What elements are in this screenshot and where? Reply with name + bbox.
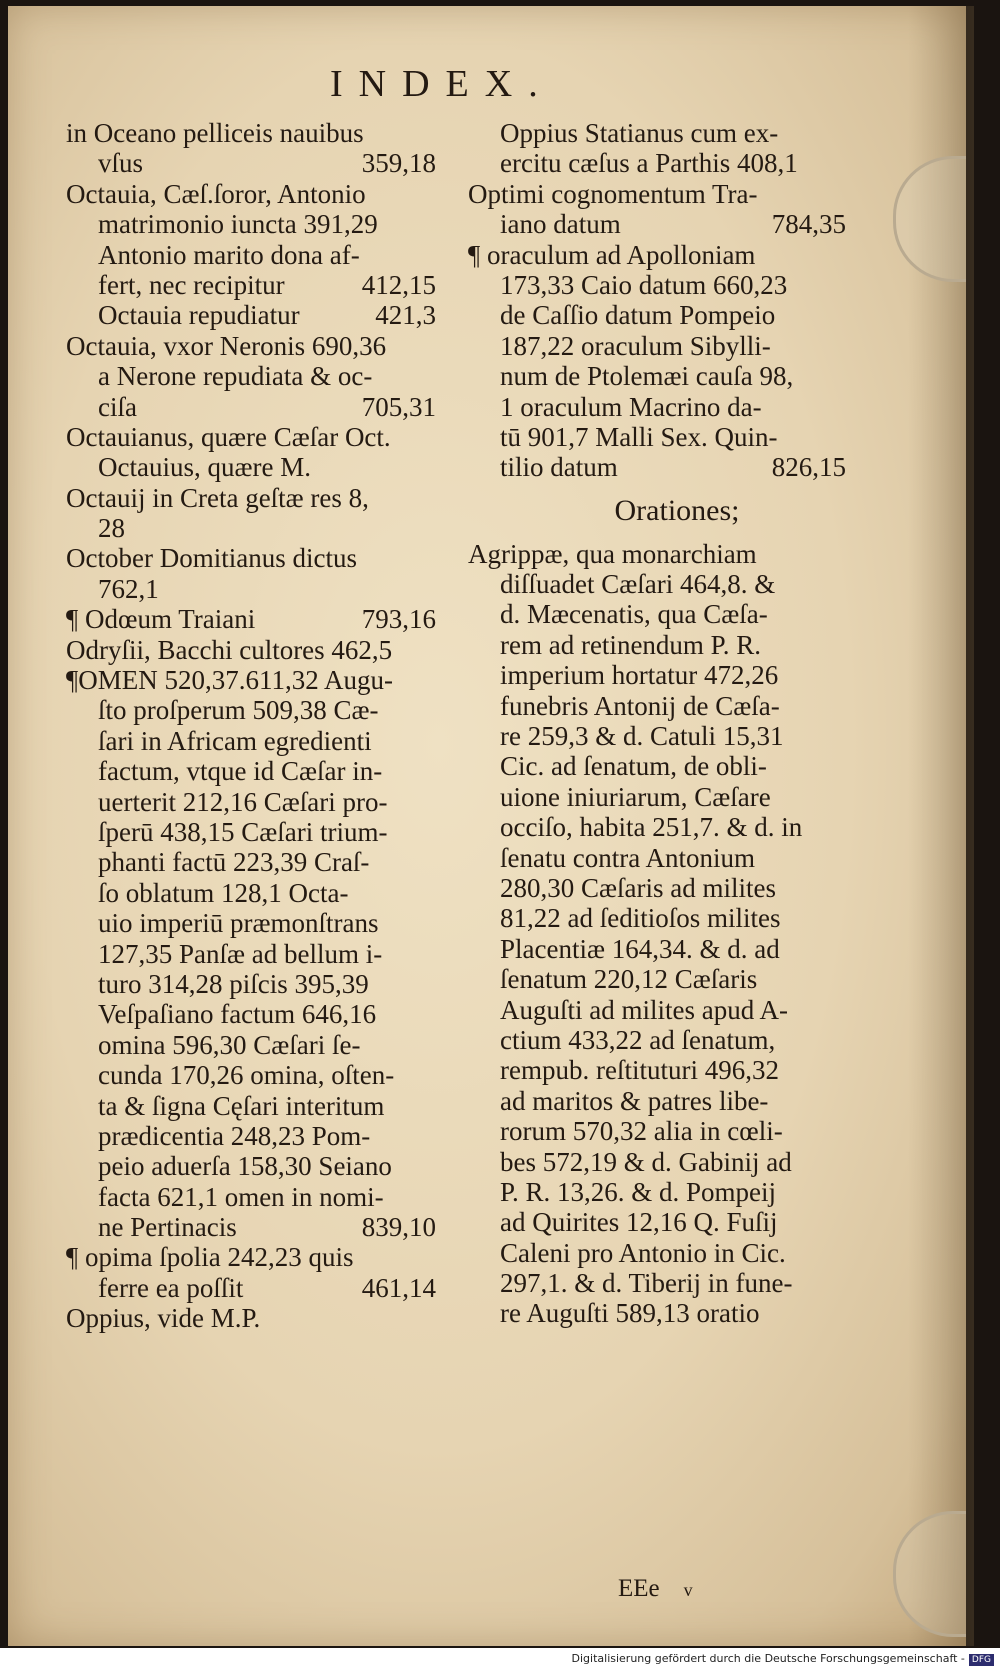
index-entry-text: omina 596,30 Cæſari ſe- [98, 1029, 361, 1060]
index-entry-text: ercitu cæſus a Parthis 408,1 [500, 148, 798, 179]
section-title: Orationes; [614, 493, 740, 527]
index-entry-text: bes 572,19 & d. Gabinij ad [500, 1146, 792, 1177]
index-line [66, 878, 436, 908]
index-entry-text: 280,30 Cæſaris ad milites [500, 872, 776, 903]
index-line [66, 665, 436, 695]
index-entry-text: iano datum [500, 209, 621, 240]
index-line [66, 999, 436, 1029]
index-line [66, 817, 436, 847]
index-entry-text: tilio datum [500, 452, 618, 483]
index-line [66, 1060, 436, 1090]
index-line [468, 452, 846, 482]
index-entry-text: 81,22 ad ſeditioſos milites [500, 903, 781, 934]
index-entry-text: 762,1 [98, 573, 159, 604]
footer-bar [0, 1648, 1000, 1673]
page-clip-top [893, 156, 966, 282]
right-column-top [468, 118, 846, 483]
index-entry-text: 127,35 Panſæ ad bellum i- [98, 938, 383, 969]
index-entry-text: uio imperiū præmonſtrans [98, 908, 379, 939]
index-line [468, 148, 846, 178]
index-line [66, 513, 436, 543]
index-entry-text: 1 oraculum Macrino da- [500, 391, 762, 422]
index-line [468, 1268, 846, 1298]
index-entry-text: factum, vtque id Cæſar in- [98, 756, 383, 787]
index-line [66, 787, 436, 817]
index-line [66, 543, 436, 573]
index-entry-text: Cic. ad ſenatum, de obli- [500, 751, 767, 782]
index-entry-text: Agrippæ, qua monarchiam [468, 538, 757, 569]
index-line [468, 392, 846, 422]
index-entry-text: ſari in Africam egredienti [98, 725, 372, 756]
index-entry-text: Oppius, vide M.P. [66, 1303, 261, 1334]
index-line [66, 756, 436, 786]
index-line [468, 873, 846, 903]
index-entry-text: 28 [98, 513, 125, 544]
footer-credit [572, 1652, 994, 1666]
index-line [468, 630, 846, 660]
index-entry-text: Antonio marito dona af- [98, 239, 360, 270]
index-line [66, 1182, 436, 1212]
index-entry-text: de Caſſio datum Pompeio [500, 300, 776, 331]
index-line [66, 148, 436, 178]
index-entry-text: Octauij in Creta geſtæ res 8, [66, 482, 369, 513]
index-entry-text: ferre ea poſſit [98, 1272, 244, 1303]
index-line [66, 270, 436, 300]
index-entry-text: Octauia repudiatur [98, 300, 300, 331]
index-line [66, 726, 436, 756]
index-line [468, 812, 846, 842]
index-entry-text: 187,22 oraculum Sibylli- [500, 330, 771, 361]
index-entry-text: October Domitianus dictus [66, 543, 357, 574]
index-line [468, 539, 846, 569]
index-line [66, 1303, 436, 1333]
index-line [66, 483, 436, 513]
index-entry-text: 297,1. & d. Tiberij in fune- [500, 1268, 793, 1299]
index-line [468, 1147, 846, 1177]
index-entry-text: ſenatum 220,12 Cæſaris [500, 964, 758, 995]
index-entry-text: rem ad retinendum P. R. [500, 629, 761, 660]
index-line [468, 660, 846, 690]
index-line [66, 908, 436, 938]
index-entry-text: Optimi cognomentum Tra- [468, 178, 758, 209]
index-line [468, 691, 846, 721]
index-line [66, 847, 436, 877]
index-line [66, 179, 436, 209]
index-line [468, 599, 846, 629]
index-line [66, 1242, 436, 1272]
index-line [468, 995, 846, 1025]
index-entry-text: vſus [98, 148, 144, 179]
index-entry-text: ſo oblatum 128,1 Octa- [98, 877, 349, 908]
index-line [468, 118, 846, 148]
index-entry-text: prædicentia 248,23 Pom- [98, 1120, 371, 1151]
index-line [66, 118, 436, 148]
index-line [468, 843, 846, 873]
index-line [468, 361, 846, 391]
index-line [468, 1298, 846, 1328]
index-entry-text: Caleni pro Antonio in Cic. [500, 1237, 786, 1268]
page-clip-bottom [893, 1511, 966, 1637]
index-entry-text: funebris Antonij de Cæſa- [500, 690, 780, 721]
index-entry-text: d. Mæcenatis, qua Cæſa- [500, 599, 768, 630]
index-entry-text: in Oceano pelliceis nauibus [66, 118, 364, 148]
index-entry-text: Oppius Statianus cum ex- [500, 118, 779, 148]
index-line [66, 1121, 436, 1151]
index-entry-text: matrimonio iuncta 391,29 [98, 209, 378, 240]
index-entry-text: imperium hortatur 472,26 [500, 660, 779, 691]
index-line [66, 939, 436, 969]
index-entry-text: ctium 433,22 ad ſenatum, [500, 1024, 776, 1055]
index-entry-text: ne Pertinacis [98, 1212, 237, 1243]
index-line [66, 695, 436, 725]
index-entry-text: a Nerone repudiata & oc- [98, 361, 373, 392]
index-entry-text: occiſo, habita 251,7. & d. in [500, 812, 803, 843]
index-page-ref: 412,15 [361, 269, 436, 300]
index-entry-text: fert, nec recipitur [98, 269, 285, 300]
index-line [66, 969, 436, 999]
index-entry-text: ciſa [98, 391, 137, 422]
right-column-bottom [468, 539, 846, 1329]
index-line [468, 1025, 846, 1055]
index-line [66, 361, 436, 391]
index-line [468, 1055, 846, 1085]
index-entry-text: ta & ſigna Cęſari interitum [98, 1090, 385, 1121]
index-entry-text: rorum 570,32 alia in cœli- [500, 1116, 783, 1147]
index-entry-text: uione iniuriarum, Cæſare [500, 781, 771, 812]
index-line [66, 574, 436, 604]
index-line [66, 635, 436, 665]
index-entry-text: phanti factū 223,39 Craſ- [98, 847, 370, 878]
index-line [468, 721, 846, 751]
index-entry-text: peio aduerſa 158,30 Seiano [98, 1151, 392, 1182]
right-column [468, 118, 846, 1329]
page-heading: INDEX. [330, 63, 554, 105]
index-entry-text: turo 314,28 piſcis 395,39 [98, 968, 369, 999]
index-line [468, 1207, 846, 1237]
index-line [66, 1212, 436, 1242]
index-entry-text: ¶OMEN 520,37.611,32 Augu- [66, 665, 393, 696]
index-line [468, 179, 846, 209]
index-entry-text: ſperū 438,15 Cæſari trium- [98, 816, 388, 847]
index-line [66, 1151, 436, 1181]
index-line [468, 903, 846, 933]
dfg-logo: DFG [969, 1654, 994, 1666]
index-entry-text: re 259,3 & d. Catuli 15,31 [500, 721, 784, 752]
index-line [66, 1273, 436, 1303]
index-entry-text: Octauianus, quære Cæſar Oct. [66, 421, 391, 452]
index-entry-text: Auguſti ad milites apud A- [500, 994, 788, 1025]
index-line [468, 1177, 846, 1207]
index-entry-text: cunda 170,26 omina, oſten- [98, 1060, 395, 1091]
index-line [66, 1030, 436, 1060]
index-entry-text: Octauia, vxor Neronis 690,36 [66, 330, 387, 361]
index-line [468, 331, 846, 361]
index-line [66, 1091, 436, 1121]
index-line [468, 1116, 846, 1146]
index-line [468, 751, 846, 781]
index-entry-text: diſſuadet Cæſari 464,8. & [500, 569, 776, 600]
index-page-ref: 793,16 [361, 604, 436, 635]
index-entry-text: Octauia, Cæſ.ſoror, Antonio [66, 178, 366, 209]
index-entry-text: Veſpaſiano factum 646,16 [98, 999, 377, 1030]
catchword [618, 1575, 693, 1603]
index-entry-text: 173,33 Caio datum 660,23 [500, 269, 788, 300]
index-entry-text: ¶ opima ſpolia 242,23 quis [66, 1242, 354, 1273]
index-entry-text: Odryſii, Bacchi cultores 462,5 [66, 634, 393, 665]
index-entry-text: ¶ oraculum ad Apolloniam [468, 239, 756, 270]
index-line [468, 209, 846, 239]
index-line [468, 569, 846, 599]
index-page-ref: 359,18 [361, 148, 436, 179]
footer-text: Digitalisierung gefördert durch die Deutsche Forschungsgemeinschaft - [571, 1652, 965, 1665]
index-line [66, 331, 436, 361]
index-page-ref: 461,14 [361, 1272, 436, 1303]
index-line [468, 422, 846, 452]
index-entry-text: rempub. reſtituturi 496,32 [500, 1055, 779, 1086]
index-line [66, 240, 436, 270]
index-line [66, 300, 436, 330]
catchword-mark: v [683, 1580, 693, 1600]
index-line [468, 964, 846, 994]
index-entry-text: re Auguſti 589,13 oratio [500, 1298, 760, 1329]
index-entry-text: uerterit 212,16 Cæſari pro- [98, 786, 388, 817]
index-entry-text: ad maritos & patres libe- [500, 1085, 769, 1116]
index-page-ref: 421,3 [375, 300, 436, 331]
index-line [468, 934, 846, 964]
index-line [468, 300, 846, 330]
index-entry-text: tū 901,7 Malli Sex. Quin- [500, 421, 778, 452]
index-line [468, 1086, 846, 1116]
index-line [66, 392, 436, 422]
index-entry-text: ¶ Odœum Traiani [66, 604, 256, 635]
index-entry-text: ſto proſperum 509,38 Cæ- [98, 695, 379, 726]
index-entry-text: facta 621,1 omen in nomi- [98, 1181, 384, 1212]
index-line [468, 240, 846, 270]
index-line [468, 270, 846, 300]
index-entry-text: Placentiæ 164,34. & d. ad [500, 933, 780, 964]
index-page-ref: 784,35 [771, 209, 846, 240]
left-column [66, 118, 436, 1334]
index-entry-text: num de Ptolemæi cauſa 98, [500, 361, 794, 392]
index-page-ref: 839,10 [361, 1212, 436, 1243]
index-entry-text: P. R. 13,26. & d. Pompeij [500, 1176, 777, 1207]
index-page-ref: 826,15 [771, 452, 846, 483]
index-line [66, 209, 436, 239]
index-line [468, 1238, 846, 1268]
index-line [66, 422, 436, 452]
index-entry-text: Octauius, quære M. [98, 452, 311, 483]
index-line [66, 604, 436, 634]
index-page-ref: 705,31 [361, 391, 436, 422]
index-entry-text: ad Quirites 12,16 Q. Fuſij [500, 1207, 778, 1238]
index-line [468, 782, 846, 812]
catchword-text: EEe [618, 1575, 660, 1602]
index-entry-text: ſenatu contra Antonium [500, 842, 755, 873]
index-line [66, 452, 436, 482]
